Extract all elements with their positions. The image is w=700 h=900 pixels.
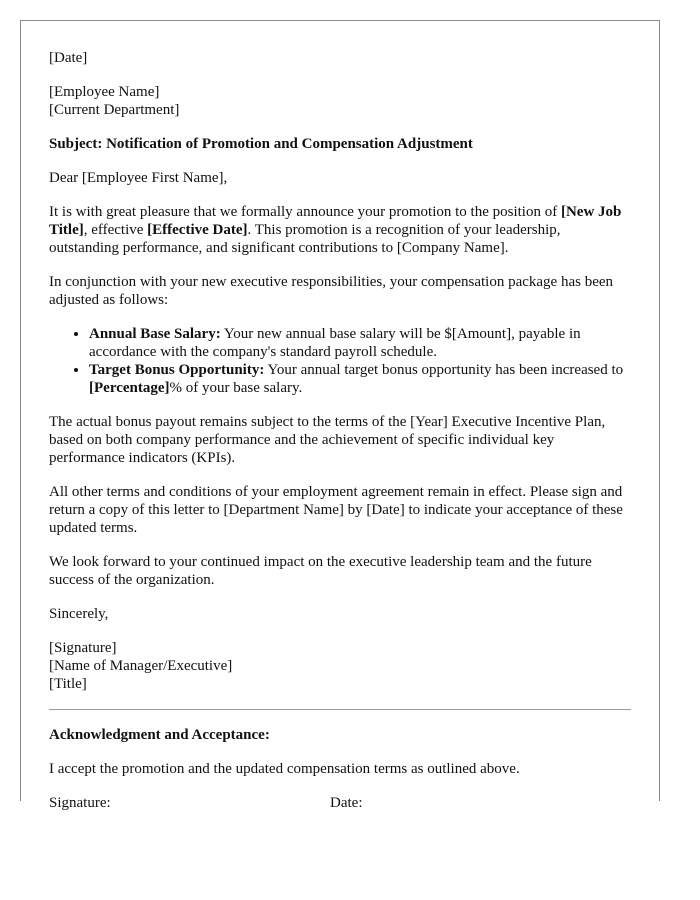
bonus-text-2: % of your base salary. <box>169 380 303 396</box>
acknowledgment-date-label: Date: <box>330 795 363 811</box>
section-divider <box>49 709 631 710</box>
paragraph-bonus-terms: The actual bonus payout remains subject to the terms of the [Year] Executive Incentive Plan, based on both company performance and the achievement of specific individual key performance indicators (KPIs). <box>49 414 606 466</box>
acknowledgment-signature-label: Signature: <box>49 795 111 811</box>
bonus-label: Target Bonus Opportunity: <box>89 362 265 378</box>
subject-line <box>49 135 631 153</box>
para1-text-2: , effective <box>83 222 148 238</box>
subject-text: Subject: Notification of Promotion and Compensation Adjustment <box>49 136 473 152</box>
signature-placeholder: [Signature] <box>49 640 117 656</box>
letter-body <box>21 21 659 812</box>
letter-page <box>20 20 660 811</box>
manager-name: [Name of Manager/Executive] <box>49 658 233 674</box>
bonus-text-1: Your annual target bonus opportunity has been increased to <box>264 362 624 378</box>
new-job-title: [New Job Title] <box>49 204 622 238</box>
recipient-name: [Employee Name] <box>49 84 160 100</box>
base-salary-label: Annual Base Salary: <box>89 326 221 342</box>
signature-block <box>49 639 631 693</box>
recipient-block <box>49 83 631 119</box>
acknowledgment-heading <box>49 726 631 744</box>
letter-date: [Date] <box>49 50 88 66</box>
acknowledgment-statement: I accept the promotion and the updated compensation terms as outlined above. <box>49 761 520 777</box>
acknowledgment-heading-text: Acknowledgment and Acceptance: <box>49 727 270 743</box>
bonus-percentage: [Percentage] <box>89 380 170 396</box>
paragraph-compensation-intro: In conjunction with your new executive responsibilities, your compensation package has been adjusted as follows: <box>49 274 614 308</box>
para1-text-1: It is with great pleasure that we formally announce your promotion to the position of <box>49 204 561 220</box>
recipient-department: [Current Department] <box>49 102 180 118</box>
acknowledgment-signature-row <box>49 794 631 812</box>
paragraph-closing-remarks: We look forward to your continued impact on the executive leadership team and the future success of the organization. <box>49 554 592 588</box>
paragraph-other-terms: All other terms and conditions of your employment agreement remain in effect. Please sign and return a copy of this letter to [Department Name] by [Date] to indicate your acceptance of these updated terms. <box>49 484 623 536</box>
effective-date: [Effective Date] <box>147 222 248 238</box>
compensation-list <box>49 325 631 397</box>
list-item-base-salary <box>89 325 631 361</box>
list-item-bonus <box>89 361 631 397</box>
para1-text-3: . This promotion is a recognition of your leadership, outstanding performance, and significant contributions to [Company Name]. <box>49 222 561 256</box>
closing: Sincerely, <box>49 606 109 622</box>
manager-title: [Title] <box>49 676 87 692</box>
base-salary-text: Your new annual base salary will be $[Amount], payable in accordance with the company's standard payroll schedule. <box>89 326 581 360</box>
paragraph-promotion <box>49 203 631 257</box>
salutation: Dear [Employee First Name], <box>49 170 228 186</box>
